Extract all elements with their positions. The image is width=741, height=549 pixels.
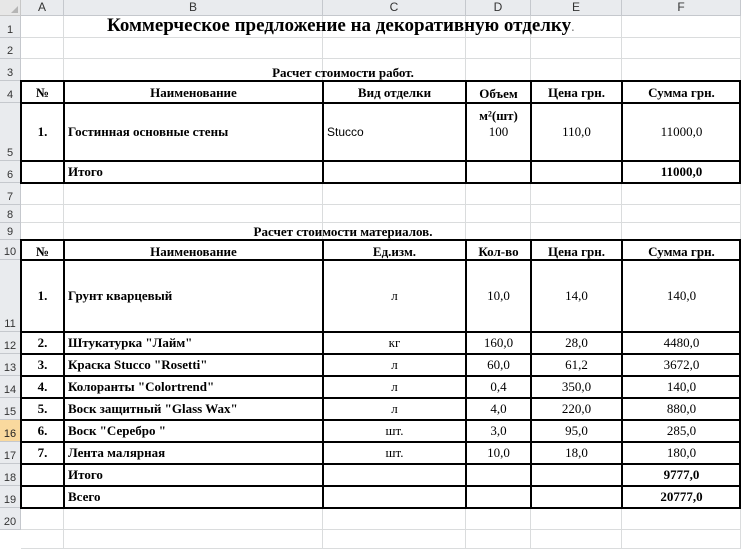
- row-header-1[interactable]: 1: [0, 16, 21, 38]
- row-header-8[interactable]: 8: [0, 205, 21, 223]
- materials-row-name[interactable]: Воск защитный "Glass Wax": [68, 401, 238, 416]
- materials-row-price[interactable]: 28,0: [565, 335, 588, 350]
- materials-row-qty[interactable]: 60,0: [487, 357, 510, 372]
- materials-row-price[interactable]: 95,0: [565, 423, 588, 438]
- row-header-5[interactable]: 5: [0, 103, 21, 161]
- materials-header-price[interactable]: Цена грн.: [548, 244, 605, 259]
- materials-header-sum[interactable]: Сумма грн.: [648, 244, 715, 259]
- materials-row-price[interactable]: 18,0: [565, 445, 588, 460]
- materials-row-unit[interactable]: л: [391, 357, 398, 372]
- column-header-a[interactable]: A: [21, 0, 64, 16]
- works-header-price[interactable]: Цена грн.: [548, 85, 605, 100]
- materials-header-unit[interactable]: Ед.изм.: [372, 244, 417, 259]
- materials-row-price[interactable]: 14,0: [565, 288, 588, 303]
- materials-row-price[interactable]: 350,0: [561, 379, 592, 394]
- materials-row-num[interactable]: 7.: [37, 445, 48, 460]
- row-header-6[interactable]: 6: [0, 161, 21, 183]
- materials-row-sum[interactable]: 140,0: [666, 379, 697, 394]
- works-total-sum[interactable]: 11000,0: [660, 164, 703, 179]
- row-header-14[interactable]: 14: [0, 376, 21, 398]
- materials-row-sum[interactable]: 880,0: [666, 401, 697, 416]
- row-header-9[interactable]: 9: [0, 223, 21, 240]
- works-header-num[interactable]: №: [35, 85, 50, 100]
- materials-row-num[interactable]: 2.: [37, 335, 48, 350]
- title-text: Коммерческое предложение на декоративную отделку: [107, 15, 572, 36]
- row-header-3[interactable]: 3: [0, 59, 21, 81]
- works-header-type[interactable]: Вид отделки: [357, 85, 432, 100]
- row-header-16[interactable]: 16: [0, 420, 21, 442]
- sheet-title[interactable]: [107, 16, 575, 38]
- row-header-10[interactable]: 10: [0, 240, 21, 260]
- select-all-corner[interactable]: [0, 0, 21, 16]
- row-header-7[interactable]: 7: [0, 183, 21, 205]
- row-header-20[interactable]: 20: [0, 508, 21, 530]
- materials-row-name[interactable]: Лента малярная: [68, 445, 166, 460]
- row-header-18[interactable]: 18: [0, 464, 21, 486]
- works-row-num[interactable]: 1.: [37, 124, 48, 139]
- materials-row-unit[interactable]: л: [391, 379, 398, 394]
- materials-header-name[interactable]: Наименование: [150, 244, 237, 259]
- materials-row-num[interactable]: 6.: [37, 423, 48, 438]
- materials-row-name[interactable]: Колоранты "Colortrend": [68, 379, 215, 394]
- row-header-2[interactable]: 2: [0, 38, 21, 59]
- works-heading[interactable]: Расчет стоимости работ.: [272, 65, 414, 80]
- materials-row-unit[interactable]: шт.: [385, 445, 404, 460]
- row-header-15[interactable]: 15: [0, 398, 21, 420]
- column-header-d[interactable]: D: [466, 0, 531, 16]
- materials-row-price[interactable]: 61,2: [565, 357, 588, 372]
- materials-row-name[interactable]: Воск "Серебро ": [68, 423, 166, 438]
- materials-row-qty[interactable]: 10,0: [487, 288, 510, 303]
- grand-total-label[interactable]: Всего: [68, 489, 101, 504]
- materials-total-label[interactable]: Итого: [68, 467, 103, 482]
- materials-row-name[interactable]: Грунт кварцевый: [68, 288, 173, 303]
- materials-row-sum[interactable]: 180,0: [666, 445, 697, 460]
- materials-heading[interactable]: Расчет стоимости материалов.: [253, 224, 433, 239]
- row-header-12[interactable]: 12: [0, 332, 21, 354]
- row-header-13[interactable]: 13: [0, 354, 21, 376]
- materials-row-name[interactable]: Штукатурка "Лайм": [68, 335, 193, 350]
- materials-row-num[interactable]: 5.: [37, 401, 48, 416]
- works-header-name[interactable]: Наименование: [150, 85, 237, 100]
- works-row-type[interactable]: Stucco: [327, 125, 364, 139]
- materials-row-sum[interactable]: 4480,0: [663, 335, 700, 350]
- materials-row-qty[interactable]: 3,0: [490, 423, 507, 438]
- works-row-name[interactable]: Гостинная основные стены: [68, 124, 229, 139]
- works-row-price[interactable]: 110,0: [562, 124, 591, 139]
- materials-row-num[interactable]: 1.: [37, 288, 48, 303]
- row-header-11[interactable]: 11: [0, 260, 21, 332]
- materials-row-qty[interactable]: 0,4: [490, 379, 507, 394]
- grand-total-sum[interactable]: 20777,0: [660, 489, 703, 504]
- works-row-sum[interactable]: 11000,0: [660, 124, 703, 139]
- works-header-sum[interactable]: Сумма грн.: [648, 85, 715, 100]
- materials-row-name[interactable]: Краска Stucco "Rosetti": [68, 357, 208, 372]
- materials-header-qty[interactable]: Кол-во: [478, 244, 519, 259]
- materials-row-qty[interactable]: 10,0: [487, 445, 510, 460]
- column-header-f[interactable]: F: [622, 0, 741, 16]
- row-header-4[interactable]: 4: [0, 81, 21, 103]
- materials-row-unit[interactable]: л: [391, 288, 398, 303]
- materials-row-sum[interactable]: 285,0: [666, 423, 697, 438]
- title-trailing-dot: .: [571, 20, 575, 35]
- materials-row-price[interactable]: 220,0: [561, 401, 592, 416]
- materials-row-qty[interactable]: 4,0: [490, 401, 507, 416]
- gridline-horizontal: [21, 204, 741, 205]
- row-header-17[interactable]: 17: [0, 442, 21, 464]
- materials-total-sum[interactable]: 9777,0: [663, 467, 700, 482]
- materials-header-num[interactable]: №: [35, 244, 50, 259]
- materials-row-qty[interactable]: 160,0: [483, 335, 514, 350]
- works-row-volume[interactable]: 100: [488, 124, 509, 139]
- materials-row-unit[interactable]: кг: [388, 335, 401, 350]
- materials-row-num[interactable]: 4.: [37, 379, 48, 394]
- column-header-b[interactable]: B: [64, 0, 323, 16]
- works-total-label[interactable]: Итого: [68, 164, 103, 179]
- materials-row-num[interactable]: 3.: [37, 357, 48, 372]
- gridline-horizontal: [21, 529, 741, 530]
- materials-row-sum[interactable]: 140,0: [666, 288, 697, 303]
- materials-row-unit[interactable]: л: [391, 401, 398, 416]
- column-header-e[interactable]: E: [531, 0, 622, 16]
- row-header-19[interactable]: 19: [0, 486, 21, 508]
- materials-row-sum[interactable]: 3672,0: [663, 357, 700, 372]
- materials-row-unit[interactable]: шт.: [385, 423, 404, 438]
- column-header-c[interactable]: C: [323, 0, 466, 16]
- works-header-volume[interactable]: Объем м²(шт): [479, 86, 518, 123]
